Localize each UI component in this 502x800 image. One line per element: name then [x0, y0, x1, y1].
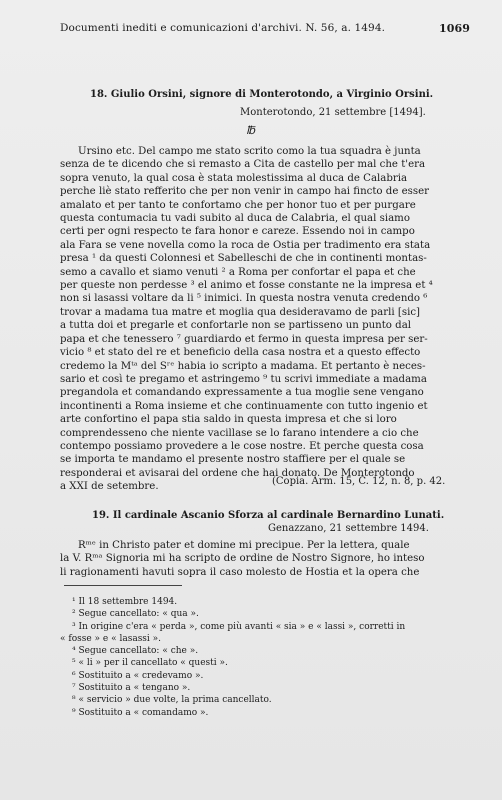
footnote: « fosse » e « lasassi ».: [60, 633, 162, 644]
body-line: a tutta doi et pregarle et confortarle non se partisseno un punto dal: [60, 320, 412, 332]
body-line: perche liè stato refferito che per non venir in campo hai fincto de esser: [60, 186, 429, 198]
footnote: ¹ Il 18 settembre 1494.: [72, 597, 178, 607]
dateline: Monterotondo, 21 settembre [1494].: [240, 107, 426, 118]
document-heading: 19. Il cardinale Ascanio Sforza al cardinale Bernardino Lunati.: [92, 510, 445, 521]
footnotes: [60, 596, 432, 719]
body-line: semo a cavallo et siamo venuti ² a Roma per confortar el papa et che: [60, 266, 416, 278]
body-line: trovar a madama tua matre et moglia qua desideravamo de parli [sic]: [60, 306, 421, 318]
footnote: ⁴ Segue cancellato: « che ».: [72, 646, 199, 657]
body-line: ala Fara se vene novella como la roca de Ostia per tradimento era stata: [60, 239, 431, 251]
body-line: se importa te mandamo el presente nostro staffiere per el quale se: [60, 454, 406, 466]
footnote: ³ In origine c'era « perda », come più avanti « sia » e « lassi », corretti in: [72, 621, 406, 632]
body-line: presa ¹ da questi Colonnesi et Sabelleschi de che in continenti montas-: [60, 253, 427, 265]
footnote: ² Segue cancellato: « qua ».: [72, 609, 199, 620]
footnote: ⁹ Sostituito a « comandamo ».: [72, 707, 209, 718]
body-line: la V. Rᵐᵃ Signoria mi ha scripto de ordine de Nostro Signore, ho inteso: [60, 553, 425, 565]
body-line: sario et così te pregamo et astringemo ⁹ tu scrivi immediate a madama: [60, 373, 427, 385]
body-line: papa et che tenessero ⁷ guardiardo et fermo in questa impresa per ser-: [60, 333, 428, 345]
body-line: certi per ogni respecto te fara honor e careze. Essendo noi in campo: [60, 226, 415, 238]
letter-body: [60, 539, 432, 579]
footnote: ⁷ Sostituito a « tengano ».: [72, 683, 191, 694]
dateline: Genazzano, 21 settembre 1494.: [268, 523, 429, 534]
body-line: comprendesseno che niente vacillase se lo farano intendere a cio che: [60, 427, 419, 439]
body-line: sopra venuto, la qual cosa è stata molestissima al duca de Calabria: [60, 172, 408, 184]
footnote-divider: [64, 585, 182, 586]
body-line: contempo possiamo provedere a le cose nostre. Et perche questa cosa: [60, 440, 424, 452]
footnote: ⁸ « servicio » due volte, la prima cancellato.: [72, 695, 272, 706]
body-line: incontinenti a Roma insieme et che continuamente con tutto ingenio et: [60, 400, 428, 412]
body-line: amalato et per tanto te confortamo che per honor tuo et per purgare: [60, 199, 416, 211]
body-line: vicio ⁸ et stato del re et beneficio della casa nostra et a questo effecto: [60, 347, 421, 359]
body-line: credemo la Mᵗᵃ del Sʳᵉ habia io scripto a madama. Et pertanto è neces-: [60, 360, 426, 372]
body-line: senza de te dicendo che si remasto a Cita de castello per mal che t'era: [60, 159, 426, 171]
body-line: a XXI de setembre.: [60, 481, 159, 493]
document-heading: 18. Giulio Orsini, signore di Monterotondo, a Virginio Orsini.: [90, 89, 434, 100]
salutation-symbol: ℔: [246, 124, 255, 137]
footnote: ⁶ Sostituito a « credevamo ».: [72, 670, 204, 681]
letter-body: [60, 145, 432, 494]
body-line: non si lasassi voltare da li ⁵ inimici. In questa nostra venuta credendo ⁶: [60, 293, 428, 305]
body-line: li ragionamenti havuti sopra il caso molesto de Hostia et la opera che: [60, 566, 420, 578]
footnote: ⁵ « li » per il cancellato « questi ».: [72, 658, 228, 669]
body-line: Rᵐᵉ in Christo pater et domine mi precipue. Per la lettera, quale: [78, 540, 410, 551]
running-title: Documenti inediti e comunicazioni d'archivi. N. 56, a. 1494.: [60, 22, 386, 34]
body-line: per queste non perdesse ³ el animo et fosse constante ne la impresa et ⁴: [60, 280, 433, 292]
body-line: responderai et avisarai del ordene che hai donato. De Monterotondo: [60, 467, 415, 479]
archival-citation: (Copia. Arm. 15, C. 12, n. 8, p. 42.: [272, 476, 446, 487]
page-number: 1069: [438, 22, 470, 35]
body-line: arte confortino el papa stia saldo in questa impresa et che si loro: [60, 414, 397, 426]
body-line: questa contumacia tu vadi subito al duca de Calabria, el qual siamo: [60, 213, 410, 225]
body-line: Ursino etc. Del campo me stato scrito como la tua squadra è junta: [78, 146, 421, 157]
body-line: pregandola et comandando expressamente a tua moglie sene vengano: [60, 387, 424, 399]
